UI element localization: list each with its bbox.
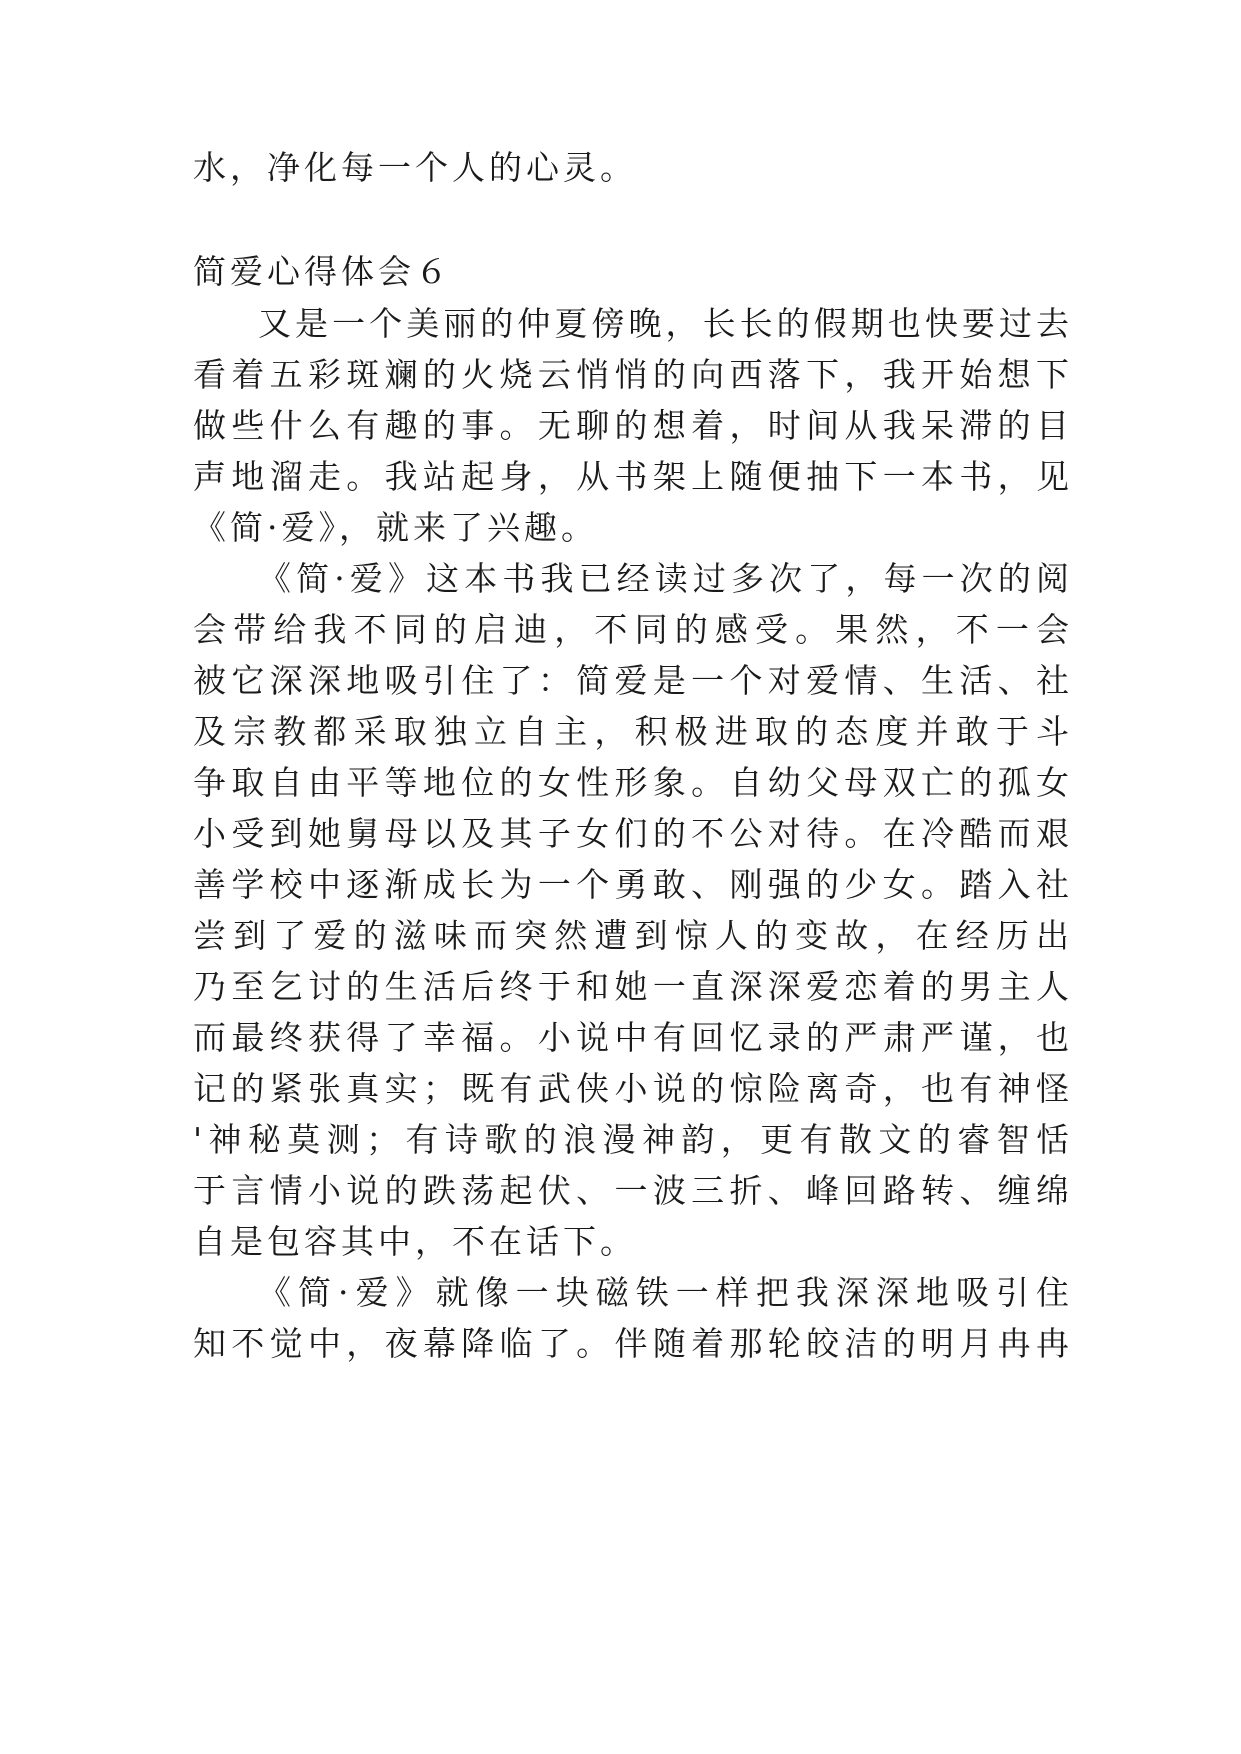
text-line: 小受到她舅母以及其子女们的不公对待。在冷酷而艰 (193, 814, 1073, 853)
text-line: 记的紧张真实；既有武侠小说的惊险离奇，也有神怪 (193, 1069, 1073, 1108)
text-line: 争取自由平等地位的女性形象。自幼父母双亡的孤女 (193, 763, 1073, 802)
text-line: 《简·爱》就像一块磁铁一样把我深深地吸引住 (258, 1273, 1073, 1312)
text-line: 被它深深地吸引住了：简爱是一个对爱情、生活、社 (193, 661, 1073, 700)
text-line: 会带给我不同的启迪，不同的感受。果然，不一会 (193, 610, 1073, 649)
text-line: 于言情小说的跌荡起伏、一波三折、峰回路转、缠绵 (193, 1171, 1073, 1210)
text-line: 《简·爱》，就来了兴趣。 (193, 508, 598, 547)
text-line: 《简·爱》这本书我已经读过多次了，每一次的阅 (258, 559, 1073, 598)
text-line: 做些什么有趣的事。无聊的想着，时间从我呆滞的目 (193, 406, 1073, 445)
text-line: 知不觉中，夜幕降临了。伴随着那轮皎洁的明月冉冉 (193, 1324, 1073, 1363)
text-line: 自是包容其中，不在话下。 (193, 1222, 637, 1261)
section-heading: 简爱心得体会６ (193, 252, 452, 291)
text-line: 而最终获得了幸福。小说中有回忆录的严肃严谨，也 (193, 1018, 1073, 1057)
text-line: 声地溜走。我站起身，从书架上随便抽下一本书，见 (193, 457, 1073, 496)
text-line: 乃至乞讨的生活后终于和她一直深深爱恋着的男主人 (193, 967, 1073, 1006)
text-line: 及宗教都采取独立自主，积极进取的态度并敢于斗 (193, 712, 1073, 751)
text-line: 又是一个美丽的仲夏傍晚，长长的假期也快要过去 (258, 304, 1073, 343)
text-line: 看着五彩斑斓的火烧云悄悄的向西落下，我开始想下 (193, 355, 1073, 394)
text-line: '神秘莫测；有诗歌的浪漫神韵，更有散文的睿智恬 (193, 1120, 1073, 1159)
text-line: 尝到了爱的滋味而突然遭到惊人的变故，在经历出 (193, 916, 1073, 955)
text-line: 水，净化每一个人的心灵。 (193, 148, 637, 187)
text-line: 善学校中逐渐成长为一个勇敢、刚强的少女。踏入社 (193, 865, 1073, 904)
